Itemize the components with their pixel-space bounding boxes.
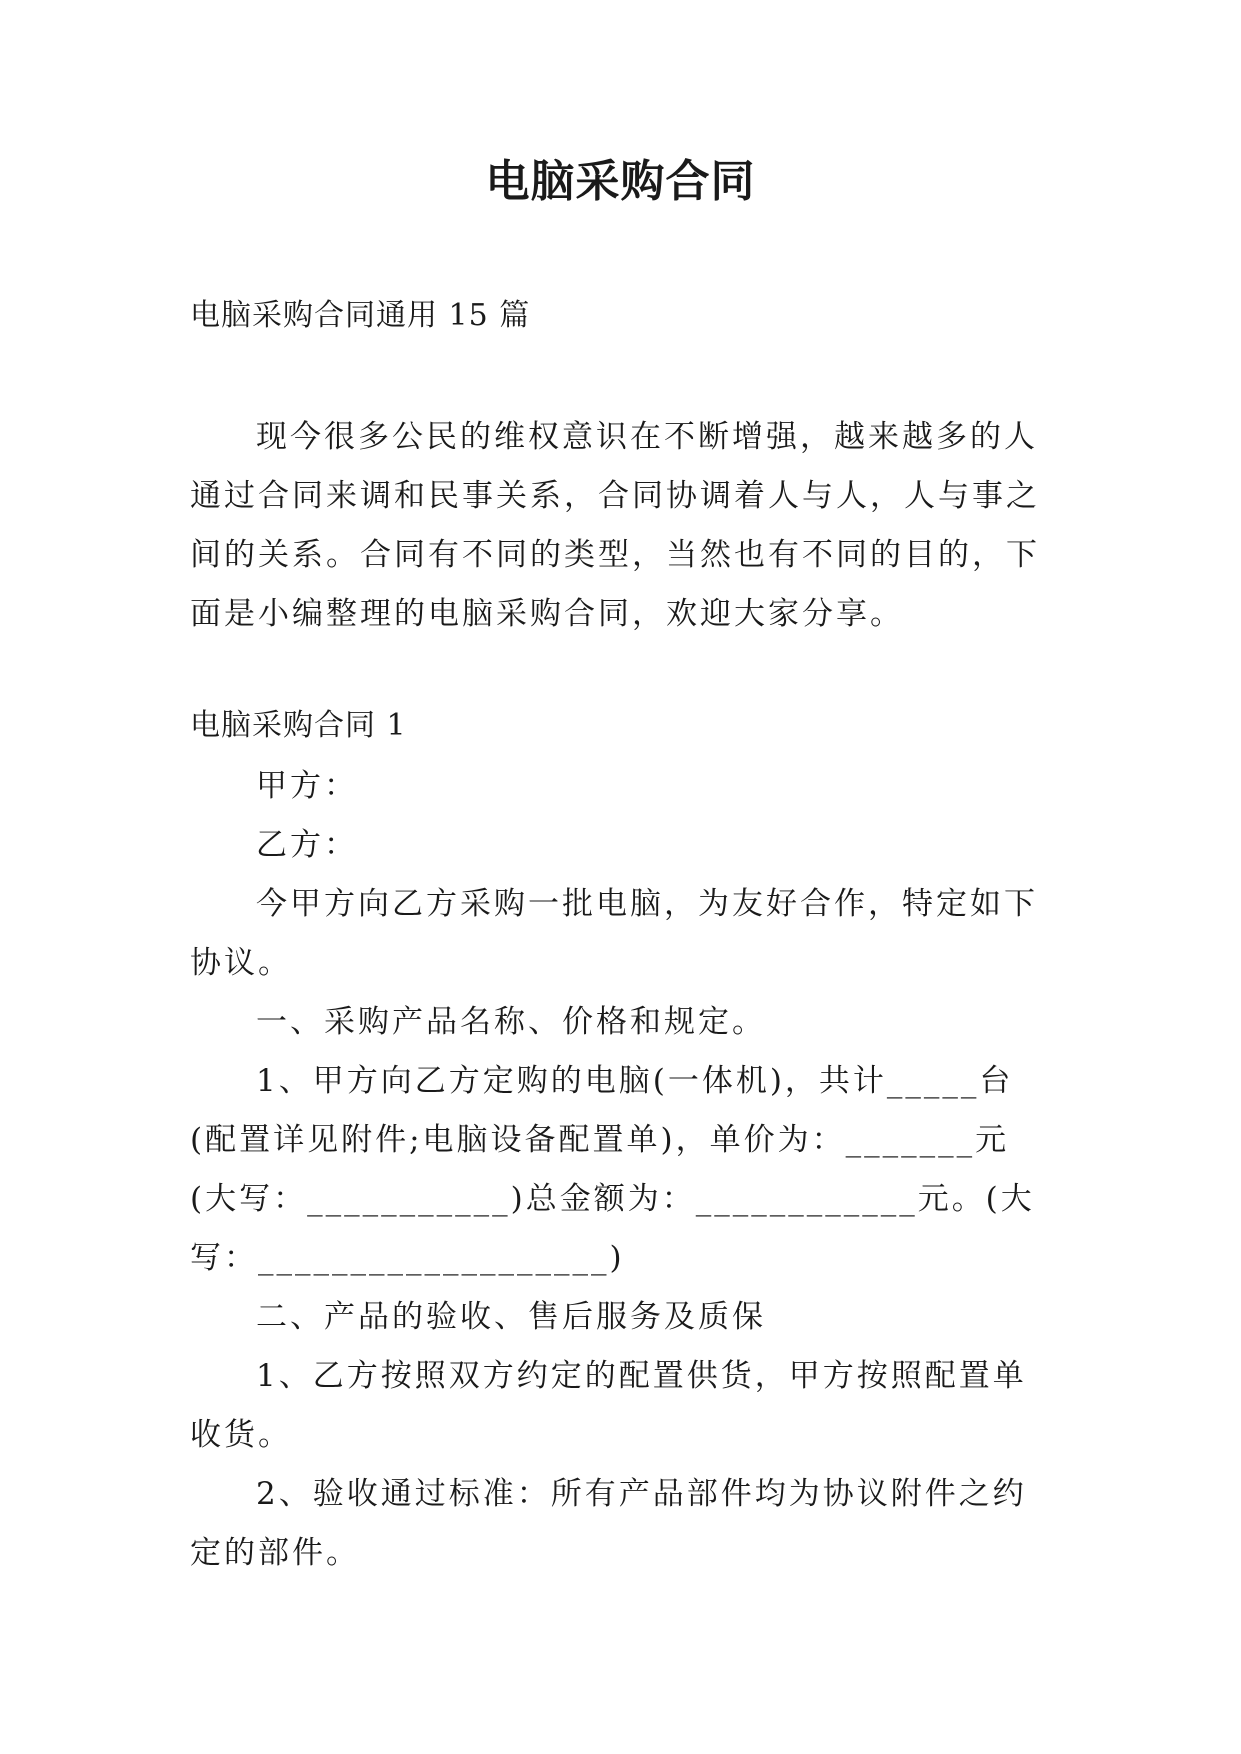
document-subtitle: 电脑采购合同通用 15 篇 xyxy=(190,298,531,333)
clause-2-item-1: 1、乙方按照双方约定的配置供货，甲方按照配置单收货。 xyxy=(190,1358,1027,1453)
intro-paragraph: 现今很多公民的维权意识在不断增强，越来越多的人通过合同来调和民事关系，合同协调着人与人，人与事之间的关系。合同有不同的类型，当然也有不同的目的，下面是小编整理的电脑采购合同，欢迎大家分享。 xyxy=(190,419,1040,632)
party-b-line: 乙方： xyxy=(256,827,358,863)
section-heading: 电脑采购合同 1 xyxy=(190,708,407,743)
contract-body xyxy=(190,757,1056,1583)
document-title: 电脑采购合同 xyxy=(485,156,756,207)
clause-heading-2: 二、产品的验收、售后服务及质保 xyxy=(256,1299,766,1335)
clause-1-item-1: 1、甲方向乙方定购的电脑(一体机)，共计_____台(配置详见附件;电脑设备配置单)，单价为：_______元(大写：___________)总金额为：____________元。(大写：___________________) xyxy=(190,1063,1035,1276)
preamble-paragraph: 今甲方向乙方采购一批电脑，为友好合作，特定如下协议。 xyxy=(190,886,1038,981)
clause-heading-1: 一、采购产品名称、价格和规定。 xyxy=(256,1004,766,1040)
clause-2-item-2: 2、验收通过标准：所有产品部件均为协议附件之约定的部件。 xyxy=(190,1476,1027,1571)
party-a-line: 甲方： xyxy=(256,768,358,804)
